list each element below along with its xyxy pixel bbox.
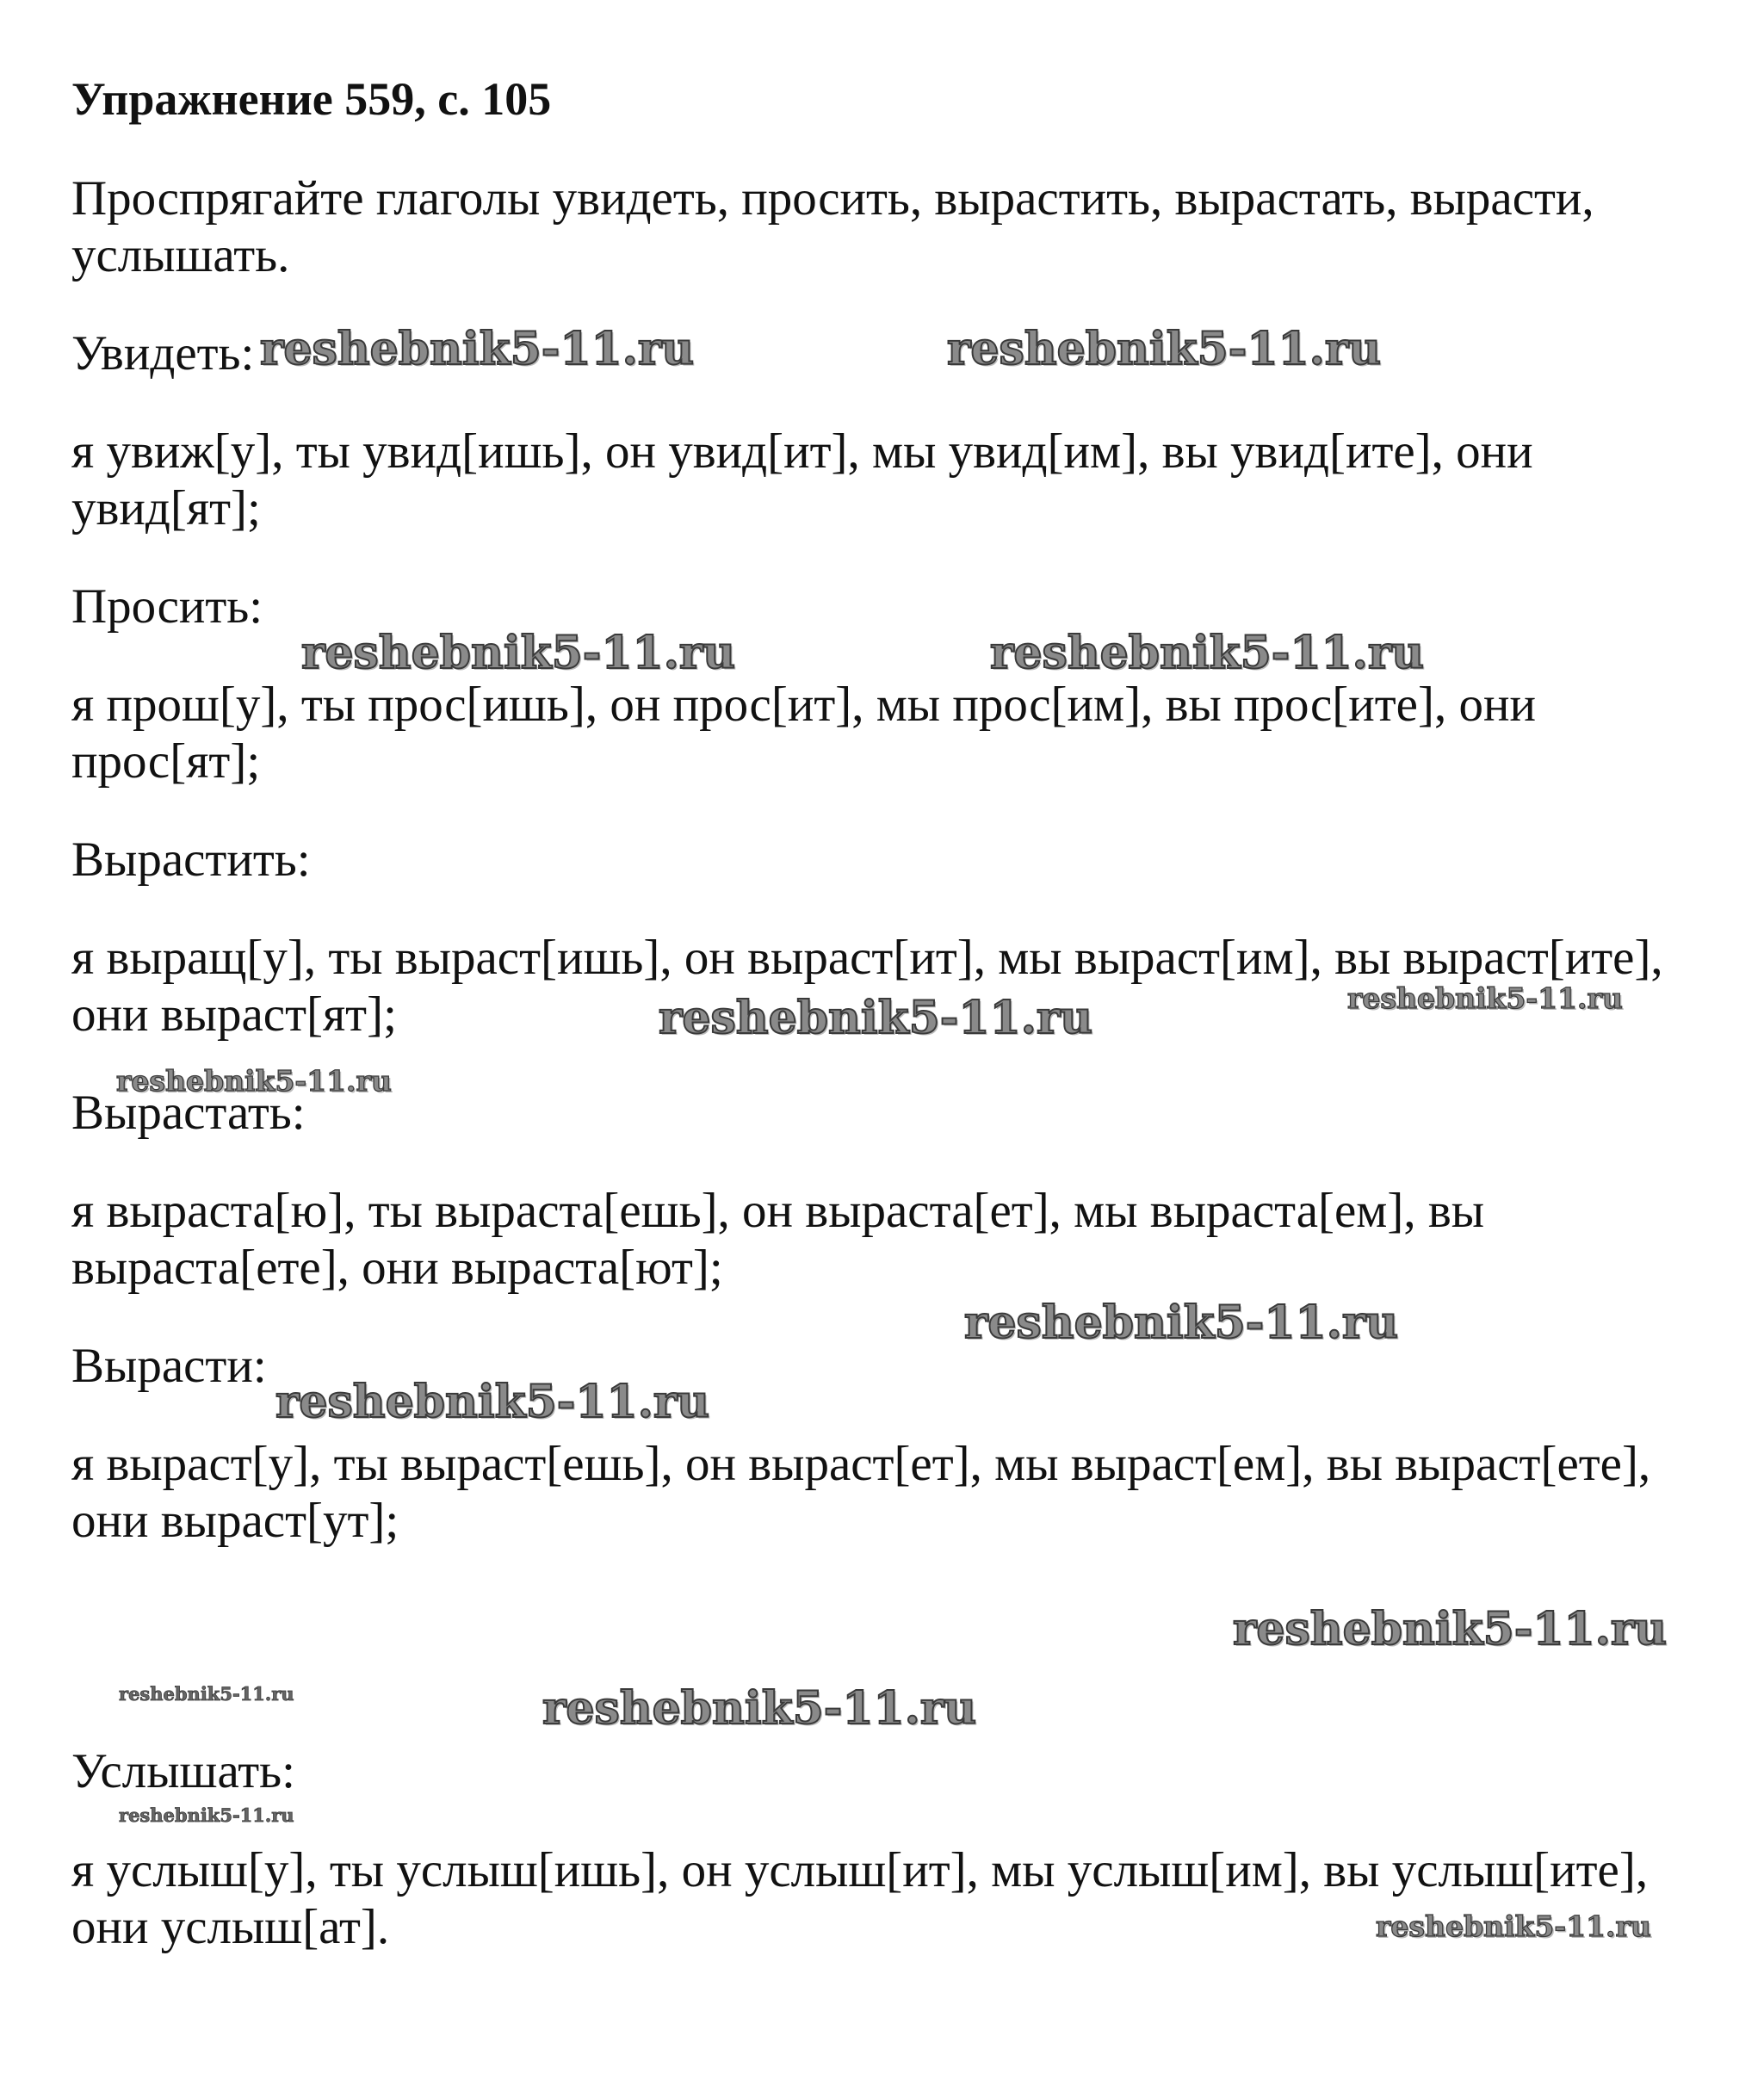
watermark: reshebnik5-11.ru	[119, 1804, 294, 1826]
section-vyrastat-line-2: выраста[ете], они выраста[ют];	[71, 1241, 723, 1295]
section-vyrastit-line-2: они выраст[ят];	[71, 987, 397, 1042]
section-vyrastat-line-1: я выраста[ю], ты выраста[ешь], он выраста[ет], мы выраста[ем], вы	[71, 1184, 1485, 1238]
section-heading-prosit: Просить:	[71, 579, 263, 634]
watermark: reshebnik5-11.ru	[1233, 1603, 1668, 1656]
exercise-title: Упражнение 559, с. 105	[71, 73, 552, 125]
watermark: reshebnik5-11.ru	[260, 323, 695, 375]
task-line-1: Проспрягайте глаголы увидеть, просить, вырастить, вырастать, вырасти,	[71, 171, 1594, 226]
section-vyrasti-line-2: они выраст[ут];	[71, 1494, 399, 1548]
section-vyrastit-line-1: я выращ[у], ты выраст[ишь], он выраст[ит], мы выраст[им], вы выраст[ите],	[71, 931, 1663, 985]
section-heading-vyrastit: Вырастить:	[71, 832, 311, 887]
section-prosit-line-1: я прош[у], ты прос[ишь], он прос[ит], мы прос[им], вы прос[ите], они	[71, 678, 1536, 732]
section-heading-vyrasti: Вырасти:	[71, 1339, 267, 1393]
section-heading-vyrastat: Вырастать:	[71, 1086, 306, 1140]
watermark: reshebnik5-11.ru	[659, 992, 1093, 1044]
section-heading-uvidet: Увидеть:	[71, 326, 255, 381]
watermark: reshebnik5-11.ru	[119, 1683, 294, 1705]
section-uvidet-line-2: увид[ят];	[71, 481, 261, 535]
watermark: reshebnik5-11.ru	[990, 627, 1425, 679]
watermark: reshebnik5-11.ru	[301, 627, 736, 679]
watermark: reshebnik5-11.ru	[542, 1682, 977, 1735]
watermark: reshebnik5-11.ru	[1347, 981, 1623, 1015]
section-heading-uslyshat: Услышать:	[71, 1744, 296, 1798]
watermark: reshebnik5-11.ru	[275, 1376, 710, 1428]
section-prosit-line-2: прос[ят];	[71, 734, 261, 789]
section-uslyshat-line-2: они услыш[ат].	[71, 1900, 390, 1954]
section-vyrasti-line-1: я выраст[у], ты выраст[ешь], он выраст[ет], мы выраст[ем], вы выраст[ете],	[71, 1437, 1651, 1491]
watermark: reshebnik5-11.ru	[964, 1297, 1399, 1349]
section-uslyshat-line-1: я услыш[у], ты услыш[ишь], он услыш[ит], мы услыш[им], вы услыш[ите],	[71, 1843, 1649, 1897]
section-uvidet-line-1: я увиж[у], ты увид[ишь], он увид[ит], мы увид[им], вы увид[ите], они	[71, 424, 1533, 479]
watermark: reshebnik5-11.ru	[116, 1064, 392, 1098]
watermark: reshebnik5-11.ru	[1376, 1909, 1651, 1943]
watermark: reshebnik5-11.ru	[947, 323, 1382, 375]
task-line-2: услышать.	[71, 228, 290, 282]
